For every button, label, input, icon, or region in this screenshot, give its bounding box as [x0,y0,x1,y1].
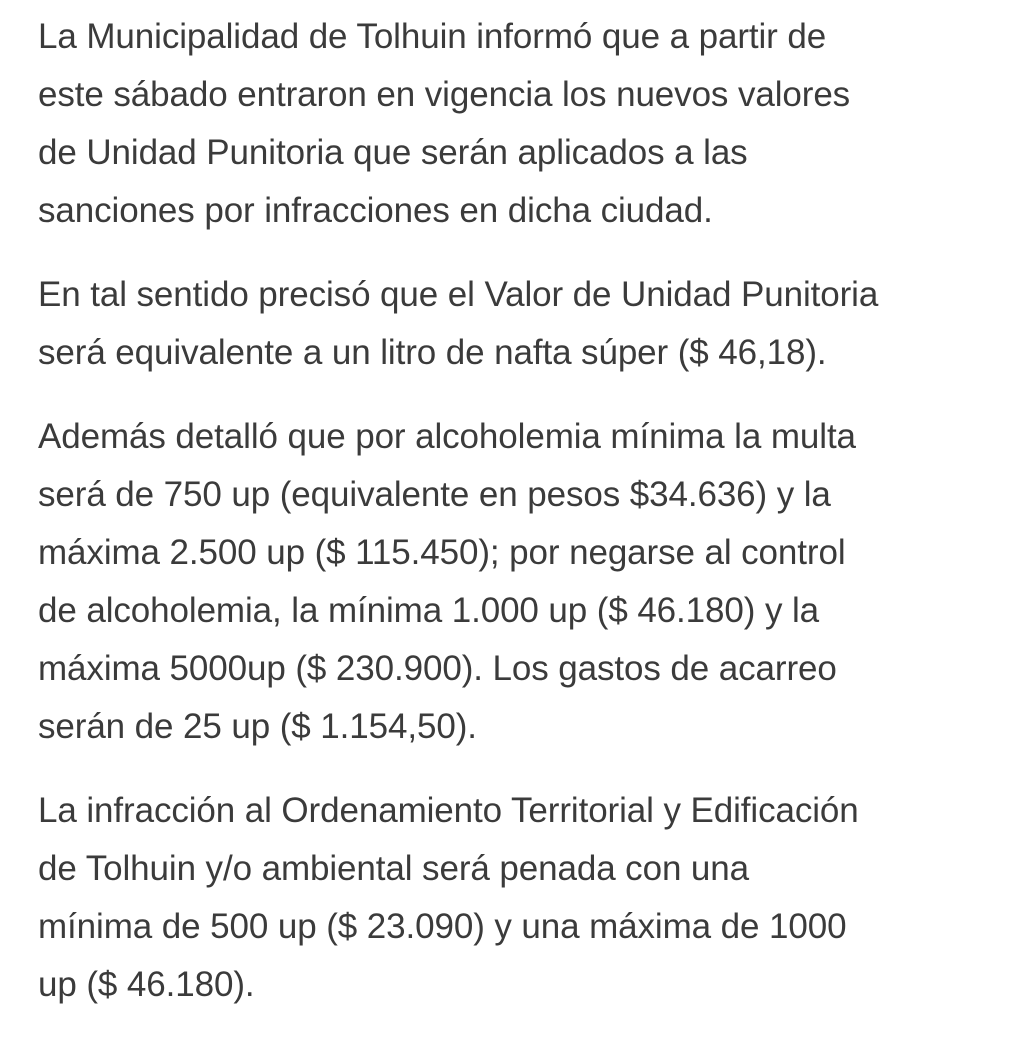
paragraph-line: sanciones por infracciones en dicha ciudad. [38,191,713,230]
paragraph-line: de Tolhuin y/o ambiental será penada con una [38,849,750,888]
paragraph-line: La infracción al Ordenamiento Territorial y Edificación [38,791,859,830]
paragraph-3 [38,408,988,756]
paragraph-line: serán de 25 up ($ 1.154,50). [38,707,477,746]
paragraph-line: de alcoholemia, la mínima 1.000 up ($ 46.180) y la [38,591,820,630]
paragraph-line: máxima 2.500 up ($ 115.450); por negarse al control [38,533,846,572]
paragraph-line: up ($ 46.180). [38,965,255,1004]
paragraph-line: mínima de 500 up ($ 23.090) y una máxima de 1000 [38,907,847,946]
paragraph-4 [38,782,988,1014]
article-body [38,8,988,1040]
paragraph-line: será equivalente a un litro de nafta súper ($ 46,18). [38,333,827,372]
paragraph-line: máxima 5000up ($ 230.900). Los gastos de acarreo [38,649,837,688]
paragraph-2 [38,266,988,382]
paragraph-line: La Municipalidad de Tolhuin informó que a partir de [38,17,827,56]
paragraph-1 [38,8,988,240]
paragraph-line: este sábado entraron en vigencia los nuevos valores [38,75,851,114]
paragraph-line: de Unidad Punitoria que serán aplicados a las [38,133,748,172]
paragraph-line: Además detalló que por alcoholemia mínima la multa [38,417,856,456]
paragraph-line: será de 750 up (equivalente en pesos $34.636) y la [38,475,831,514]
paragraph-line: En tal sentido precisó que el Valor de Unidad Punitoria [38,275,879,314]
